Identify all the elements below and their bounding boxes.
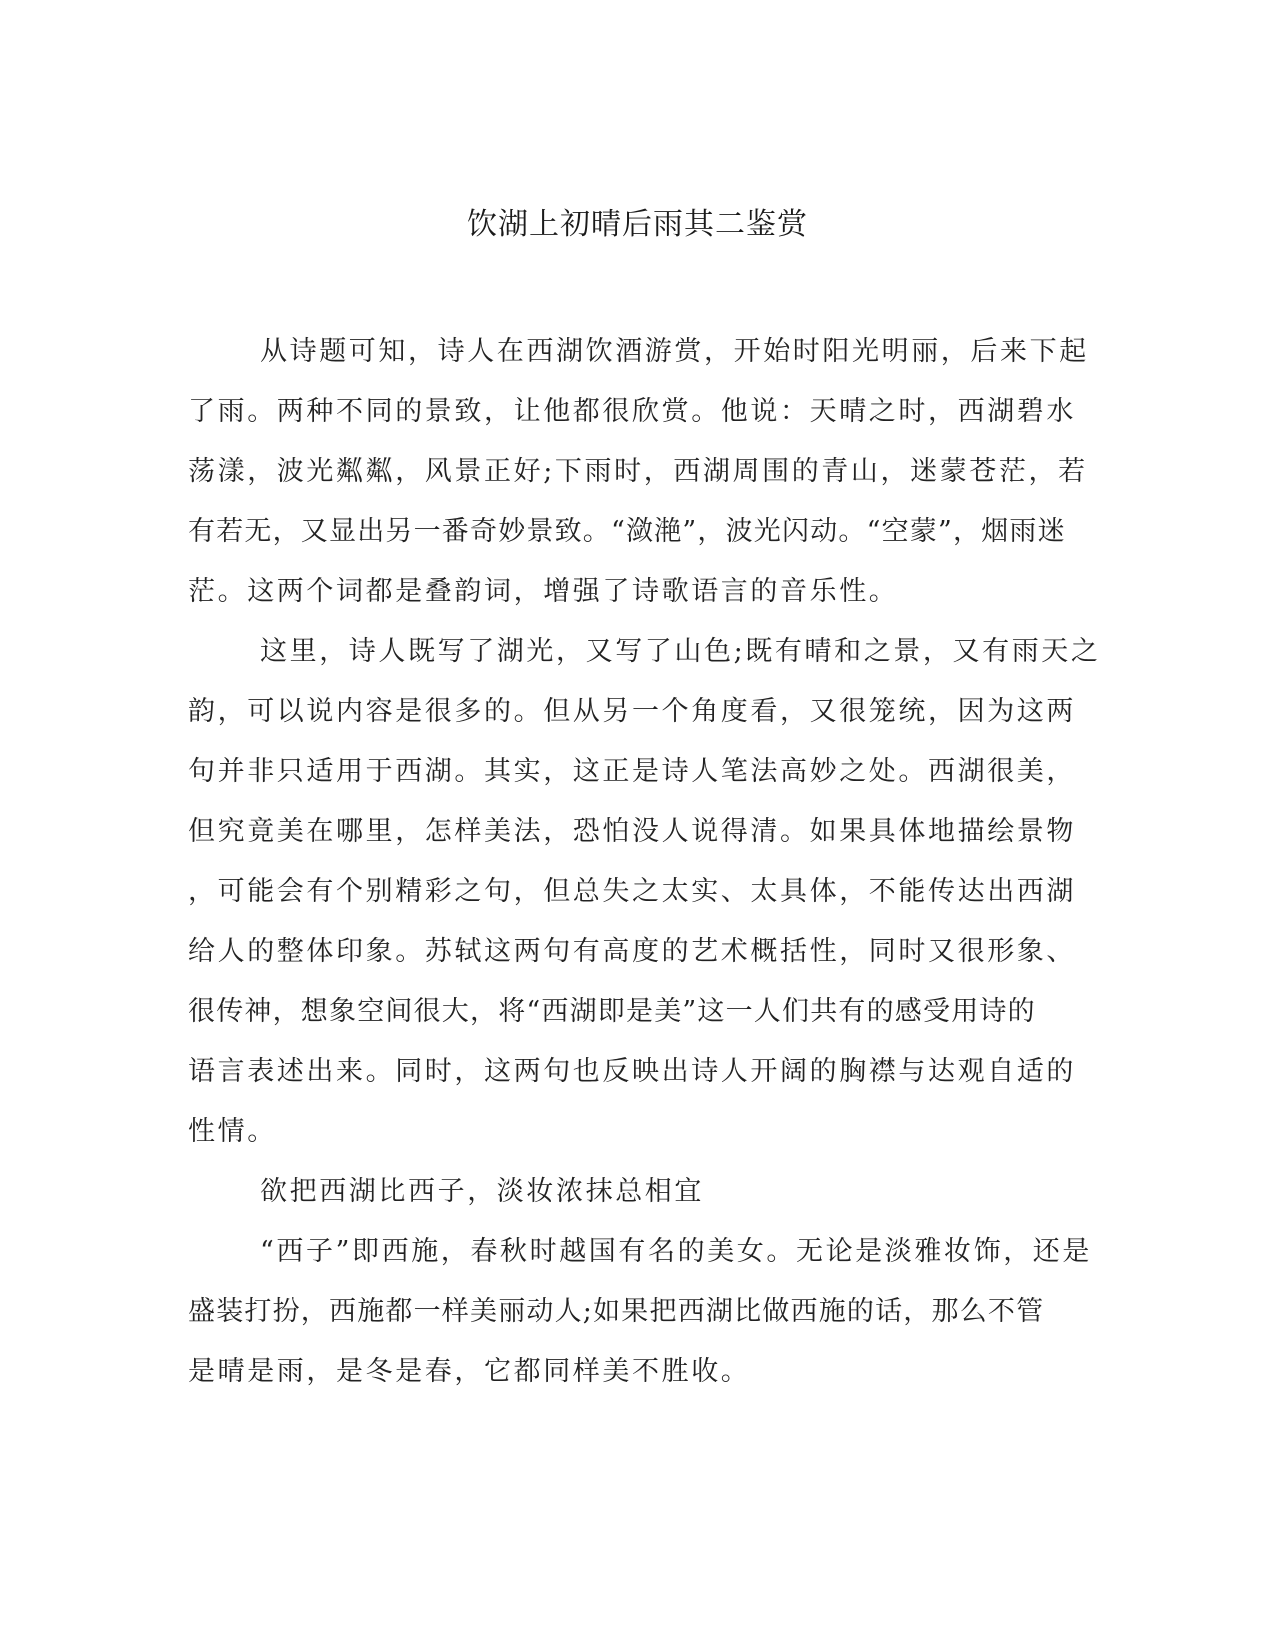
paragraph-4 [188, 1222, 1093, 1402]
paragraph-line: 从诗题可知，诗人在西湖饮酒游赏，开始时阳光明丽，后来下起 [260, 336, 1089, 367]
paragraph-line: 了雨。两种不同的景致，让他都很欣赏。他说：天晴之时，西湖碧水 [188, 396, 1076, 427]
paragraph-line: 但究竟美在哪里，怎样美法，恐怕没人说得清。如果具体地描绘景物 [188, 816, 1076, 847]
paragraph-line: 这里，诗人既写了湖光，又写了山色;既有晴和之景，又有雨天之 [260, 636, 1101, 667]
paragraph-line: “西子”即西施，春秋时越国有名的美女。无论是淡雅妆饰，还是 [260, 1236, 1093, 1267]
paragraph-line: 欲把西湖比西子，淡妆浓抹总相宜 [260, 1176, 704, 1207]
paragraph-1 [188, 322, 1088, 622]
paragraph-line: 荡漾，波光粼粼，风景正好;下雨时，西湖周围的青山，迷蒙苍茫，若 [188, 456, 1088, 487]
paragraph-line: 有若无，又显出另一番奇妙景致。“潋滟”，波光闪动。“空蒙”，烟雨迷 [188, 516, 1066, 547]
document-title: 饮湖上初晴后雨其二鉴赏 [467, 207, 808, 242]
paragraph-3 [188, 1162, 1088, 1222]
paragraph-line: 是晴是雨，是冬是春，它都同样美不胜收。 [188, 1356, 751, 1387]
paragraph-line: 性情。 [188, 1116, 277, 1147]
paragraph-2 [188, 622, 1101, 1162]
paragraph-line: 茫。这两个词都是叠韵词，增强了诗歌语言的音乐性。 [188, 576, 899, 607]
paragraph-line: 很传神，想象空间很大，将“西湖即是美”这一人们共有的感受用诗的 [188, 996, 1036, 1027]
paragraph-line: 句并非只适用于西湖。其实，这正是诗人笔法高妙之处。西湖很美， [188, 756, 1076, 787]
paragraph-line: 盛装打扮，西施都一样美丽动人;如果把西湖比做西施的话，那么不管 [188, 1296, 1045, 1327]
paragraph-line: ，可能会有个别精彩之句，但总失之太实、太具体，不能传达出西湖 [188, 876, 1076, 907]
paragraph-line: 给人的整体印象。苏轼这两句有高度的艺术概括性，同时又很形象、 [188, 936, 1076, 967]
document-body [188, 322, 1101, 1402]
paragraph-line: 语言表述出来。同时，这两句也反映出诗人开阔的胸襟与达观自适的 [188, 1056, 1076, 1087]
paragraph-line: 韵，可以说内容是很多的。但从另一个角度看，又很笼统，因为这两 [188, 696, 1076, 727]
